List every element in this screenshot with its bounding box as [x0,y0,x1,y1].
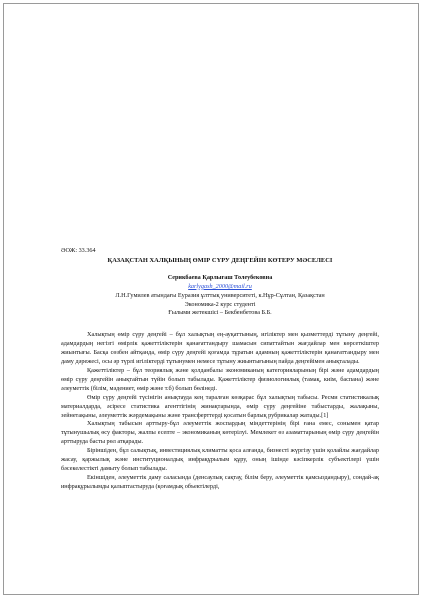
paragraph: Өмір сүру деңгейі түсінігін анықтауда кең таралған көзқарас бұл халықтың табысы. Ресми статистикалық материалдарда, әсіресе статистика агенттігінің жинақтарында, өмір сүру деңгейіне табыстарды, жалақыны, зейнетақыны, әлеуметтік жәрдемақыны және трансферттерді қосатын барлық рубрикалар жатады.[1] [61,393,379,419]
paragraph: Біріншіден, бұл салықтық, инвестициялық климатты қоса алғанда, бизнесті жүргізу үшін қолайлы жағдайлар жасау, қаржылық және институционалдық инфрақұрылым құру, оның ішінде кәсіпкерлік субъектілері үшін бәсекелестікті дамыту болып табылады. [61,447,379,472]
paragraph: Халықтың өмір сүру деңгейі – бұл халықтың ең-ауқаттының, игіліктер мен қызметтерді тұтыну деңгейі, адамдардың негізгі өмірлік қажеттіліктерін қанағаттандыру шамасын сипаттайтын жағдайлар мен көрсеткіштер жиынтығы. Басқа сөзбен айтқанда, өмір сүру деңгейі қоғамда тұратын адамның қажеттіліктерін қанағаттандыру мен даму дәрежесі, осы әр түрлі игіліктерді тұтынумен немесе тұтыну жиынтығының пайда деңгейімен анықталады. [61,331,379,366]
spacer [61,318,379,331]
author-name: Серикбаева Қарлығаш Толеубековна [167,273,273,281]
paragraph: Екіншіден, әлеуметтік даму саласында (денсаулық сақтау, білім беру, әлеуметтік қамсыздандыру), сондай-ақ инфрақұрылымды қалыптастыруда (қоғамдық объектілерді, [61,473,379,490]
paragraph: Халықтың табысын арттыру-бұл әлеуметтік жоспардың міндеттерінің бірі ғана емес, сонымен қатар тұтынушылық өсу факторы, жалпы есепте – экономиканың көтерілуі. Мемлекет өз азаматтарының өмір сүру деңгейін арттыруда басты рөл атқарады. [61,420,379,446]
udc-code: ӘОЖ: 33.364 [61,247,96,254]
author-email-link[interactable]: karlygash_2000@mail.ru [188,282,252,290]
page-frame [3,3,419,595]
article-title: ҚАЗАҚСТАН ХАЛҚЫНЫҢ ӨМІР СҮРУ ДЕҢГЕЙІН КӨТЕРУ МӘСЕЛЕСІ [107,256,333,264]
author-supervisor: Ғылыми жетекшісі – Бекбенбетова Б.Б. [168,309,272,317]
author-program: Экономика-2 курс студенті [184,300,256,308]
paragraph: Қажеттіліктер – бұл теориялық және қолданбалы экономиканың категорияларының бірі және адамдардың өмір сүру деңгейін анықтайтын түйін болып табылады. Қажеттіліктер физиологиялық (тамақ, киім, баспана) және әлеуметтік (білім, мәдениет, өмір және т.б) болып бөлінеді. [61,366,379,392]
author-affiliation: Л.Н.Гумилев атындағы Еуразия ұлттық университеті, к.Нұр-Сұлтан, Қазақстан [115,291,325,299]
document-page [61,247,379,492]
